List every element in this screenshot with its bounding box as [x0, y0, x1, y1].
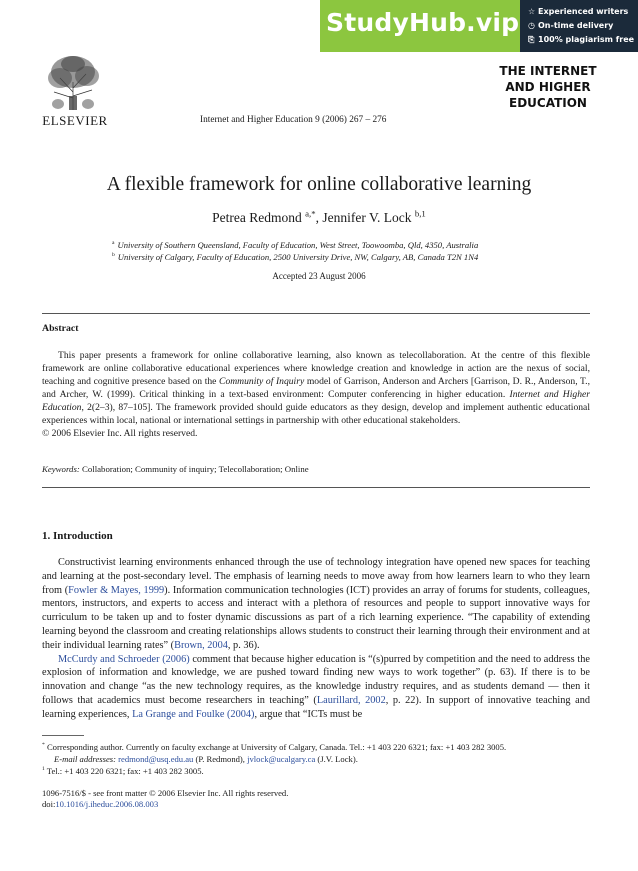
- author-name: Jennifer V. Lock: [322, 210, 412, 225]
- accepted-date: Accepted 23 August 2006: [272, 271, 366, 281]
- elsevier-tree-logo: [40, 52, 106, 112]
- banner-features: [528, 5, 636, 47]
- affiliation-b: $^b$ University of Calgary, Faculty of Education, 2500 University Drive, NW, Calgary, AB, Canada T2N 1N4: [112, 252, 479, 262]
- section-body: [42, 556, 590, 722]
- citation-link[interactable]: Brown, 2004: [174, 639, 228, 651]
- affiliation-a: $^a$ University of Southern Queensland, Faculty of Education, West Street, Toowoomba, Qld, 4350, Australia: [112, 240, 479, 250]
- studyhub-logo[interactable]: [320, 0, 520, 52]
- journal-logo: THE INTERNET AND HIGHER EDUCATION: [499, 64, 597, 110]
- footnote-corresponding: * Corresponding author. Currently on faculty exchange at University of Calgary, Canada. Tel.: +1 403 220 6321; fax: +1 403 282 3005.: [42, 742, 507, 752]
- author-list: Petrea Redmond $^{a,*}$, Jennifer V. Lock $^{b,1}$: [212, 208, 426, 225]
- paper-title: A flexible framework for online collaborative learning: [106, 174, 532, 195]
- citation-link[interactable]: Fowler & Mayes, 1999: [68, 584, 165, 596]
- divider: [42, 313, 590, 314]
- banner-feature-writers: ☆ Experienced writers: [528, 5, 636, 19]
- doi-line: doi:10.1016/j.iheduc.2006.08.003: [42, 799, 159, 809]
- paragraph: McCurdy and Schroeder (2006) comment that because higher education is “(s)purred by competition and the need to address the explosion of information and knowledge, we are pushed toward finding new ways to work together” (p. 63). If there is to be innovation and change “as the new technology requires, as the knowledge industry requires, and as students demand — then it follows that academics must become researchers in teaching” (Laurillard, 2002, p. 22). In support of innovative teaching and learning experiences, La Grange and Foulke (2004), argue that “ICTs must be: [42, 653, 590, 720]
- journal-citation: Internet and Higher Education 9 (2006) 267 – 276: [200, 115, 387, 125]
- email-link[interactable]: redmond@usq.edu.au: [118, 754, 194, 764]
- footnote-tel: $^1$ Tel.: +1 403 220 6321; fax: +1 403 282 3005.: [42, 766, 204, 776]
- footnote-divider: [42, 735, 84, 736]
- keywords: Keywords: Collaboration; Community of inquiry; Telecollaboration; Online: [42, 464, 309, 474]
- author-name: Petrea Redmond: [212, 210, 302, 225]
- studyhub-banner[interactable]: [320, 0, 638, 52]
- front-matter-line: 1096-7516/$ - see front matter © 2006 Elsevier Inc. All rights reserved.: [42, 788, 289, 798]
- publisher-name: ELSEVIER: [42, 113, 108, 128]
- doi-link[interactable]: 10.1016/j.iheduc.2006.08.003: [55, 799, 159, 809]
- section-heading: 1. Introduction: [42, 530, 113, 542]
- citation-link[interactable]: La Grange and Foulke (2004): [132, 708, 255, 720]
- paragraph: Constructivist learning environments enhanced through the use of technology integration have opened new spaces for teaching and learning at the post-secondary level. The emphasis of learning needs to move away from how learners learn to who they learn from (Fowler & Mayes, 1999). Information communication technologies (ICT) provides an array of forums for students, colleagues, mentors, instructors, and experts to access and interact with a plethora of resources and people to support innovative ways for curriculum to be taken up and to foster dynamic discussions as part of a rich learning experience. “The capability of extending learning beyond the classroom and creating relationships allows students to construct their learning through their environment and at their individual learning rates” (Brown, 2004, p. 36).: [42, 557, 590, 651]
- banner-feature-plagiarism: ⎘ 100% plagiarism free: [528, 33, 636, 47]
- banner-feature-delivery: ◷ On-time delivery: [528, 19, 636, 33]
- author-affil-mark: b,1: [414, 208, 426, 219]
- divider: [42, 487, 590, 488]
- abstract-heading: Abstract: [42, 323, 79, 334]
- citation-link[interactable]: Laurillard, 2002: [316, 694, 386, 706]
- document-check-icon: ⎘: [528, 35, 535, 44]
- star-icon: ☆: [528, 7, 536, 16]
- email-link[interactable]: jvlock@ucalgary.ca: [247, 754, 316, 764]
- copyright-notice: © 2006 Elsevier Inc. All rights reserved.: [42, 428, 198, 439]
- abstract-body: [42, 349, 590, 440]
- abstract-paragraph: This paper presents a framework for online collaborative learning, also known as telecollaboration. At the centre of this flexible framework are online collaborative educational experiences where knowledge creation and knowledge in action are the nexus of social, teaching and cognitive presence based on the Community of Inquiry model of Garrison, Anderson and Archers [Garrison, D. R., Anderson, T., and Archer, W. (1999). Critical thinking in a text-based environment: Computer conferencing in higher education. Internet and Higher Education, 2(2–3), 87–105]. The framework provided should guide educators as they design, develop and implement authentic educational experiences within local, national or international settings in partnership with other educational stakeholders.: [42, 350, 590, 426]
- author-affil-mark: a,*: [305, 208, 316, 219]
- footnote-emails: E-mail addresses: redmond@usq.edu.au (P. Redmond), jvlock@ucalgary.ca (J.V. Lock).: [54, 754, 358, 764]
- clock-icon: ◷: [528, 21, 535, 30]
- citation-link[interactable]: McCurdy and Schroeder (2006): [58, 653, 190, 665]
- studyhub-logo-text: StudyHub.vip: [326, 8, 520, 37]
